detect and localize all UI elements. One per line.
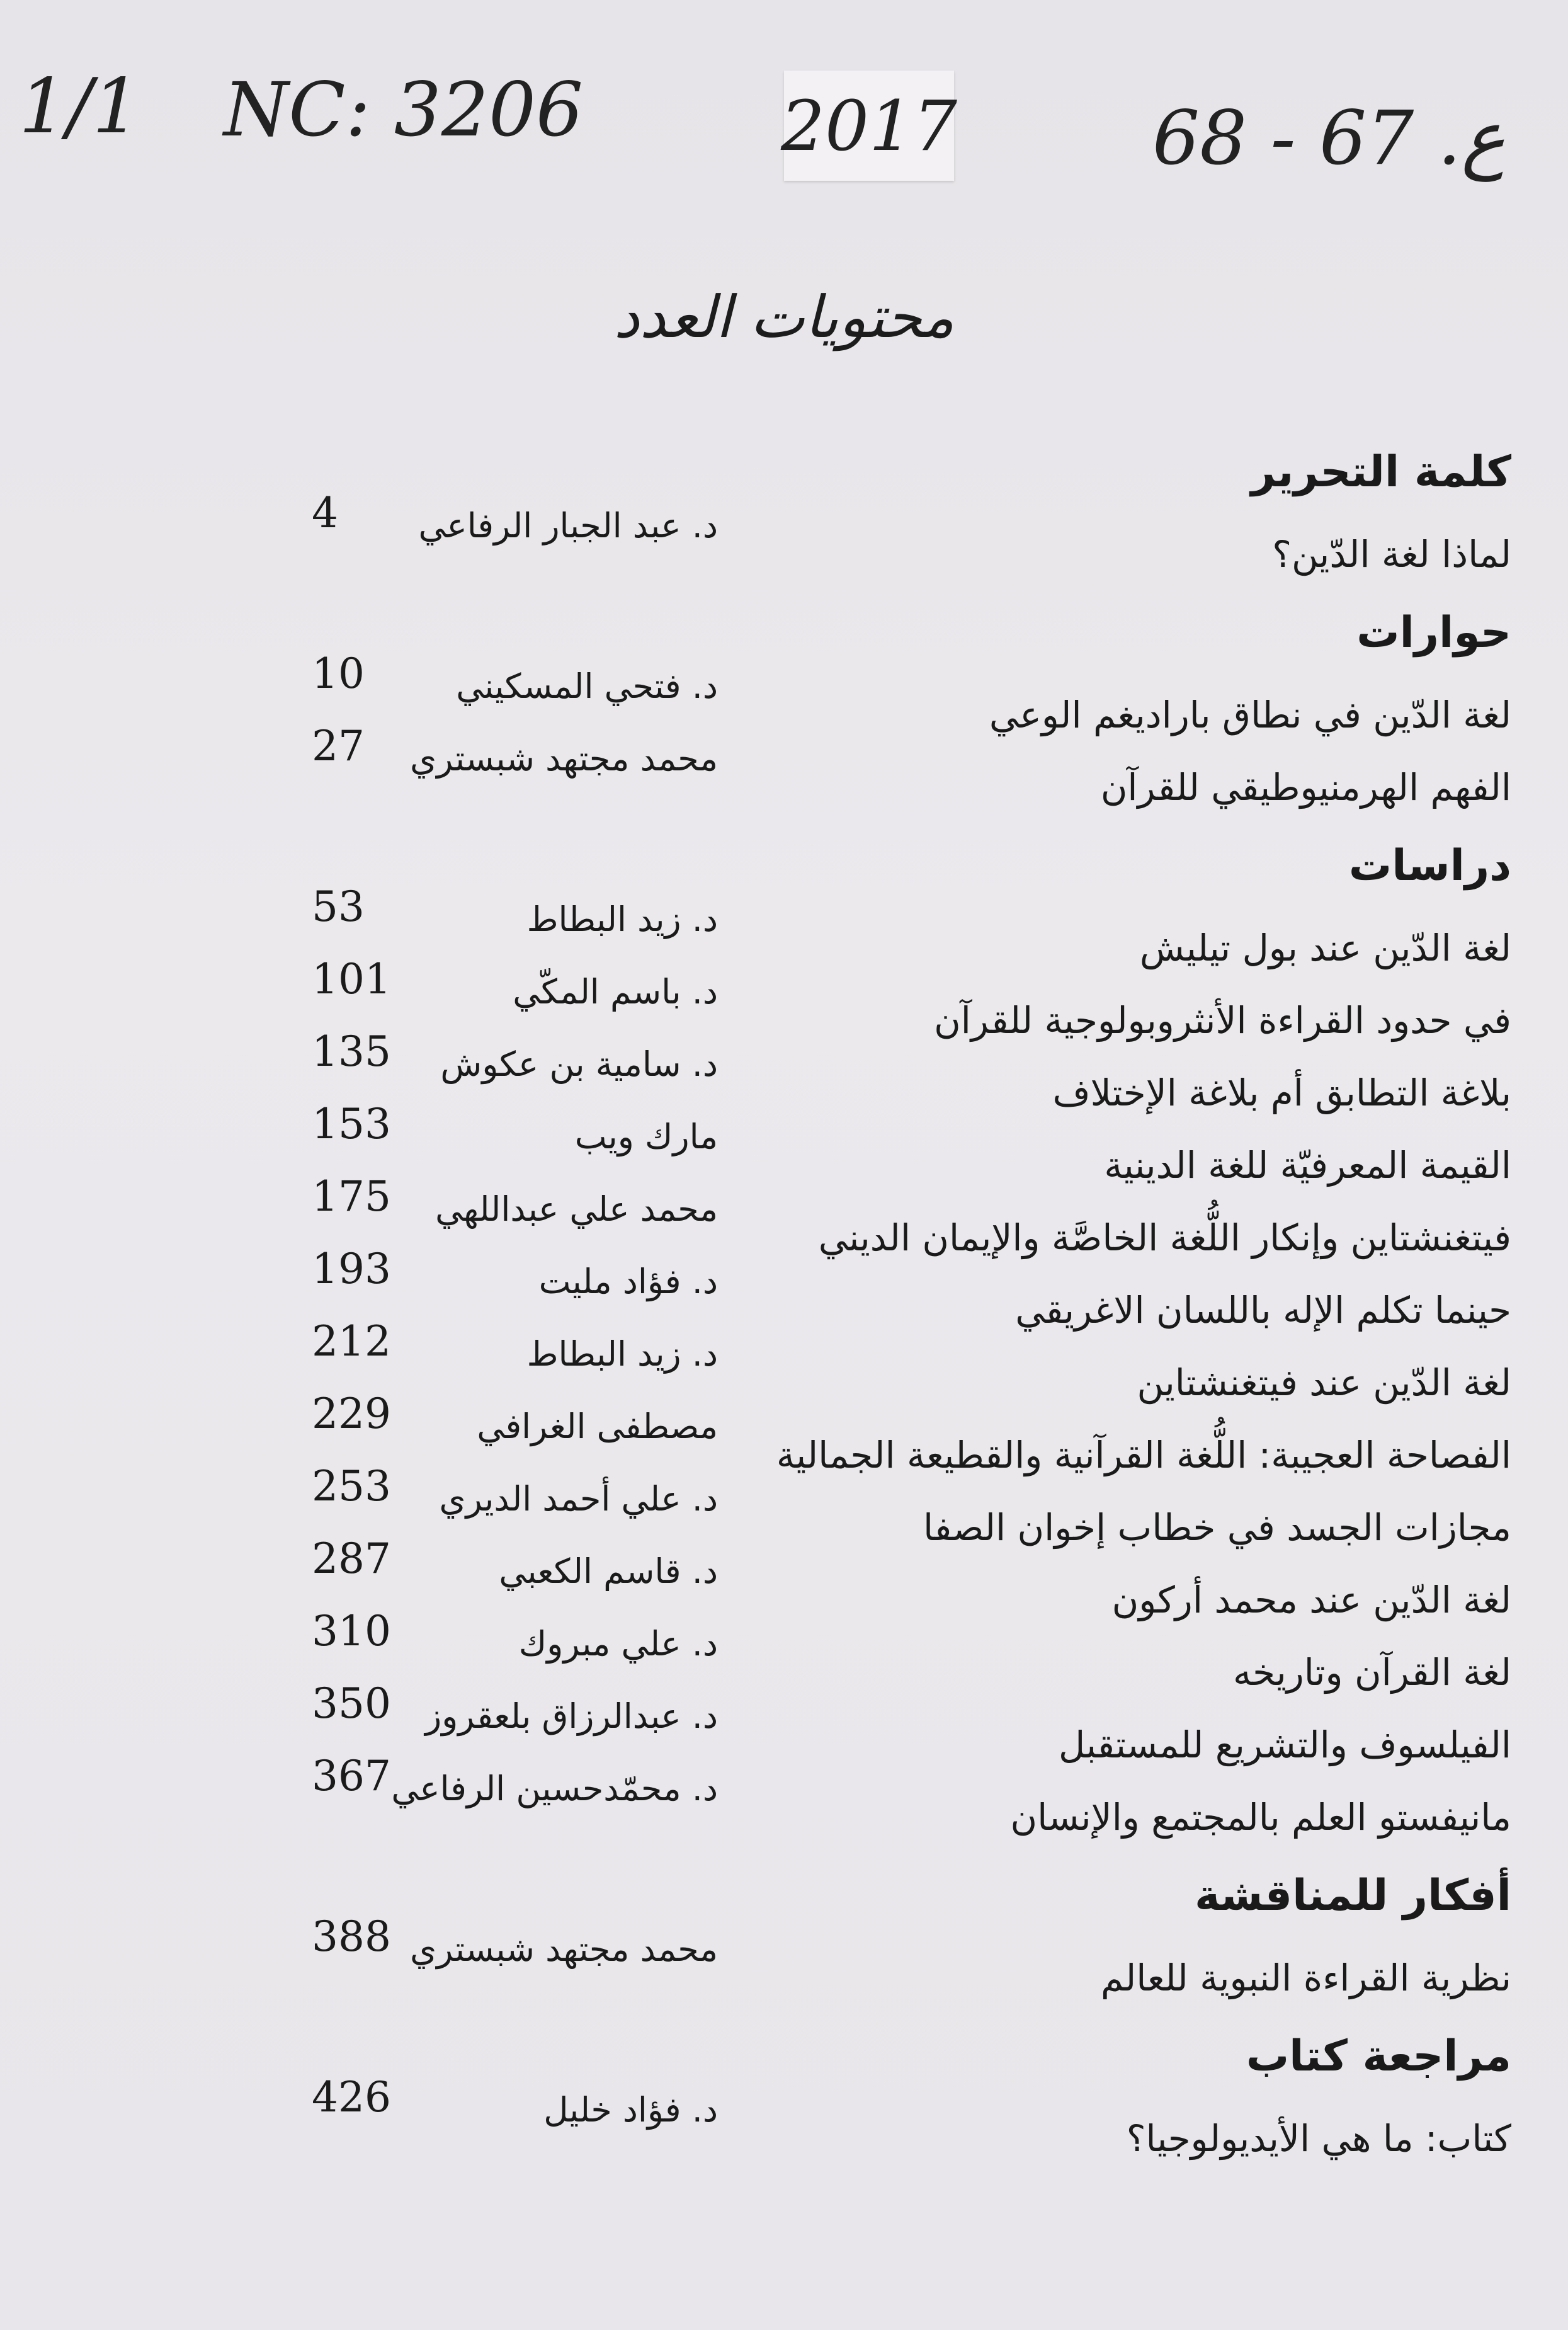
toc-entry [63, 955, 1511, 1042]
entry-author: مارك ويب [574, 1117, 718, 1156]
entry-author: مصطفى الغرافي [477, 1407, 718, 1446]
entry-author: د. علي مبروك [518, 1624, 718, 1664]
entry-page-number: 367 [312, 1752, 391, 1800]
toc-section [63, 441, 1511, 576]
section-heading: حوارات [1356, 608, 1511, 658]
entry-author: د. باسم المكّي [513, 972, 718, 1012]
toc-entry [63, 1172, 1511, 1260]
entry-author: د. فؤاد مليت [538, 1262, 718, 1301]
entry-author: محمد مجتهد شبستري [409, 739, 718, 779]
entry-page-number: 287 [312, 1534, 391, 1583]
entry-title: بلاغة التطابق أم بلاغة الإختلاف [1052, 1071, 1511, 1114]
entry-author: د. محمّدحسين الرفاعي [391, 1769, 718, 1808]
section-heading: دراسات [1348, 841, 1511, 891]
toc-entry [63, 1317, 1511, 1405]
entry-title: لغة القرآن وتاريخه [1233, 1651, 1511, 1694]
entry-page-number: 4 [312, 489, 338, 537]
entry-author: د. سامية بن عكوش [440, 1044, 718, 1084]
entry-title: القيمة المعرفيّة للغة الدينية [1104, 1144, 1511, 1187]
entry-author: د. زيد البطاط [526, 1334, 718, 1374]
entry-title: فيتغنشتاين وإنكار اللُّغة الخاصَّة والإيمان الديني [818, 1216, 1511, 1259]
toc-entry [63, 1390, 1511, 1477]
entry-page-number: 193 [312, 1245, 391, 1293]
entry-page-number: 153 [312, 1100, 391, 1148]
entry-title: كتاب: ما هي الأيديولوجيا؟ [1126, 2117, 1511, 2160]
entry-title: مانيفستو العلم بالمجتمع والإنسان [1010, 1796, 1511, 1839]
toc-entry [63, 1912, 1511, 2000]
toc-entry [63, 882, 1511, 970]
entry-title: لغة الدّين عند بول تيليش [1139, 927, 1511, 969]
entry-title: لغة الدّين عند محمد أركون [1111, 1579, 1511, 1621]
toc-entry [63, 2073, 1511, 2161]
entry-page-number: 53 [312, 882, 365, 931]
section-heading: مراجعة كتاب [1246, 2031, 1511, 2081]
entry-page-number: 229 [312, 1390, 391, 1438]
entry-title: في حدود القراءة الأنثروبولوجية للقرآن [934, 999, 1511, 1042]
handwritten-mark: 1/1 [19, 63, 141, 151]
toc-entry [63, 1607, 1511, 1694]
toc-entry [63, 1100, 1511, 1187]
entry-page-number: 175 [312, 1172, 391, 1221]
entry-title: حينما تكلم الإله باللسان الاغريقي [1015, 1289, 1511, 1332]
table-of-contents [63, 441, 1511, 2161]
entry-author: محمد علي عبداللهي [435, 1189, 718, 1229]
entry-author: د. فؤاد خليل [543, 2090, 718, 2130]
entry-title: نظرية القراءة النبوية للعالم [1101, 1956, 1511, 1999]
entry-page-number: 310 [312, 1607, 391, 1655]
entry-title: لغة الدّين عند فيتغنشتاين [1137, 1361, 1511, 1404]
entry-page-number: 350 [312, 1679, 391, 1728]
section-heading: أفكار للمناقشة [1195, 1871, 1511, 1921]
toc-entry [63, 1462, 1511, 1550]
section-heading: كلمة التحرير [1251, 447, 1511, 497]
entry-page-number: 212 [312, 1317, 391, 1366]
entry-page-number: 27 [312, 722, 365, 770]
entry-page-number: 10 [312, 649, 365, 698]
entry-author: محمد مجتهد شبستري [409, 1929, 718, 1969]
toc-entry [63, 1027, 1511, 1115]
toc-entry [63, 1534, 1511, 1622]
toc-entry [63, 1679, 1511, 1767]
entry-page-number: 253 [312, 1462, 391, 1511]
toc-section [63, 1865, 1511, 2000]
entry-page-number: 135 [312, 1027, 391, 1076]
page-title: محتويات العدد [613, 283, 955, 351]
entry-author: د. زيد البطاط [526, 899, 718, 939]
toc-entry [63, 722, 1511, 809]
toc-entry [63, 649, 1511, 737]
entry-title: الفهم الهرمنيوطيقي للقرآن [1100, 766, 1511, 809]
toc-section [63, 835, 1511, 1839]
handwritten-year-sticker [781, 71, 957, 181]
entry-title: مجازات الجسد في خطاب إخوان الصفا [923, 1506, 1511, 1549]
handwritten-reference: 68 - 67 .ع [1152, 94, 1506, 181]
entry-page-number: 426 [312, 2073, 391, 2122]
entry-author: د. علي أحمد الديري [439, 1479, 718, 1519]
entry-author: د. عبدالرزاق بلعقروز [425, 1696, 718, 1736]
handwritten-call-number: NC: 3206 [224, 66, 584, 153]
entry-author: د. عبد الجبار الرفاعي [418, 506, 718, 545]
entry-title: لماذا لغة الدّين؟ [1272, 533, 1511, 576]
entry-page-number: 388 [312, 1912, 391, 1961]
toc-entry [63, 1752, 1511, 1839]
entry-page-number: 101 [312, 955, 391, 1003]
entry-author: د. فتحي المسكيني [456, 666, 718, 706]
entry-title: لغة الدّين في نطاق باراديغم الوعي [989, 694, 1511, 736]
toc-section [63, 2025, 1511, 2161]
toc-section [63, 602, 1511, 809]
toc-entry [63, 489, 1511, 576]
year-label: 2017 [781, 85, 957, 166]
toc-entry [63, 1245, 1511, 1332]
entry-author: د. قاسم الكعبي [499, 1551, 718, 1591]
entry-title: الفيلسوف والتشريع للمستقبل [1059, 1723, 1511, 1766]
entry-title: الفصاحة العجيبة: اللُّغة القرآنية والقطيعة الجمالية [776, 1434, 1511, 1476]
